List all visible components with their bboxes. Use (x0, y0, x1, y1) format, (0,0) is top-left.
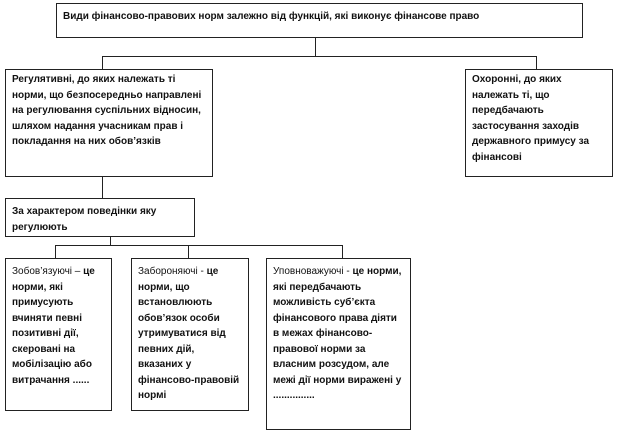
empowering-box (266, 258, 411, 430)
prohibiting-text: це норми, що встановлюють обов’язок особи утримуватися від певних дій, вказаних у фінансово-правовій нормі (138, 266, 240, 401)
regulatory-box (5, 69, 213, 177)
regulatory-text: Регулятивні, до яких належать ті норми, що безпосередньо направлені на регулювання суспільних відносин, шляхом надання учасникам прав і покладання на них обов’язків (12, 74, 202, 147)
prohibiting-title: Забороняючі - (138, 266, 204, 277)
root-box (56, 3, 583, 38)
empowering-title: Уповноважуючі - (273, 266, 350, 277)
by-character-box (5, 198, 195, 237)
binding-text: це норми, які примусують вчиняти певні позитивні дії, скеровані на мобілізацію або витрачання ...... (12, 266, 95, 386)
by-character-text: За характером поведінки яку регулюють (12, 206, 157, 233)
protective-box (465, 69, 613, 177)
binding-title: Зобов’язуючі – (12, 266, 81, 277)
prohibiting-box (131, 258, 249, 411)
protective-text: Охоронні, до яких належать ті, що передбачають застосування заходів державного примусу за фінансові (472, 74, 590, 163)
binding-box (5, 258, 112, 411)
empowering-text: це норми, які передбачають можливість суб’єкта фінансового права діяти в межах фінансово-правової норми за власним розсудом, але межі дії норми виражені у ............... (273, 266, 402, 401)
root-title: Види фінансово-правових норм залежно від функцій, які виконує фінансове право (63, 11, 480, 22)
